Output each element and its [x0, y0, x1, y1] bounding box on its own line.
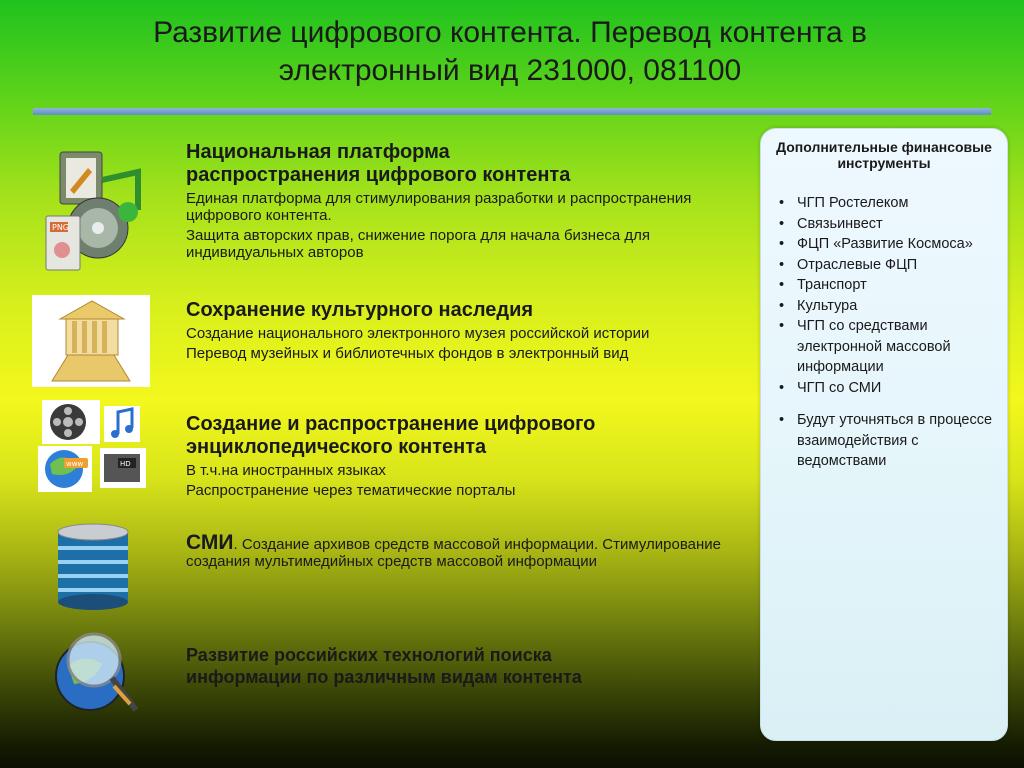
heading-line: Национальная платформа	[186, 141, 450, 163]
svg-text:www: www	[66, 460, 84, 468]
list-item: • ЧГП Ростелеком	[779, 193, 997, 214]
section-text: Создание национального электронного музея российской истории	[186, 325, 650, 342]
list-item: • Транспорт	[779, 275, 997, 296]
section-text	[186, 531, 746, 570]
section-heading	[186, 413, 746, 459]
section-search	[186, 644, 746, 688]
museum-icon	[32, 295, 150, 387]
heading-line: распространения цифрового контента	[186, 164, 571, 186]
heading-line: энциклопедического контента	[186, 436, 487, 458]
section-text: Защита авторских прав, снижение порога для начала бизнеса для индивидуальных авторов	[186, 227, 651, 261]
list-item: • Связьинвест	[779, 214, 997, 235]
heading-line: Создание и распространение цифрового	[186, 413, 596, 435]
svg-text:HD: HD	[120, 460, 131, 468]
section-media	[186, 531, 746, 570]
section-heading: СМИ	[186, 531, 234, 554]
section-text: В т.ч.на иностранных языках	[186, 462, 386, 479]
section-text: Перевод музейных и библиотечных фондов в электронный вид	[186, 345, 629, 362]
financial-tools-list	[761, 193, 1007, 398]
section-heading	[186, 141, 746, 187]
title-line-1: Развитие цифрового контента. Перевод контента в	[153, 16, 867, 49]
multimedia-icons	[38, 400, 148, 492]
title-divider	[33, 108, 991, 115]
section-text: Единая платформа для стимулирования разработки и распространения цифрового контента.	[186, 190, 692, 224]
heading-line: Развитие российских технологий поиска	[186, 645, 552, 665]
list-item: • ЧГП со средствами электронной массовой информации	[779, 316, 997, 378]
list-item: • Отраслевые ФЦП	[779, 255, 997, 276]
notes-list	[761, 410, 1007, 472]
section-platform	[186, 141, 746, 261]
section-heading: Сохранение культурного наследия	[186, 299, 534, 321]
globe-search-icon	[50, 626, 142, 718]
list-item: • ФЦП «Развитие Космоса»	[779, 234, 997, 255]
list-item: • Будут уточняться в процессе взаимодействия с ведомствами	[779, 410, 997, 472]
slide-title	[60, 14, 960, 90]
title-line-2: электронный вид 231000, 081100	[278, 54, 742, 87]
panel-title: Дополнительные финансовые инструменты	[776, 139, 992, 171]
svg-text:PNG: PNG	[52, 223, 70, 232]
media-files-icon	[40, 150, 150, 275]
financial-tools-panel	[760, 128, 1008, 741]
section-heritage	[186, 299, 746, 362]
section-inline-text: . Создание архивов средств массовой информации. Стимулирование создания мультимедийных средств массовой информации	[186, 536, 722, 570]
database-icon	[52, 522, 134, 612]
section-heading	[186, 644, 746, 688]
section-text: Распространение через тематические порталы	[186, 482, 516, 499]
list-item: • ЧГП со СМИ	[779, 378, 997, 399]
heading-line: информации по различным видам контента	[186, 667, 582, 687]
section-encyclopedia	[186, 413, 746, 499]
list-item: • Культура	[779, 296, 997, 317]
